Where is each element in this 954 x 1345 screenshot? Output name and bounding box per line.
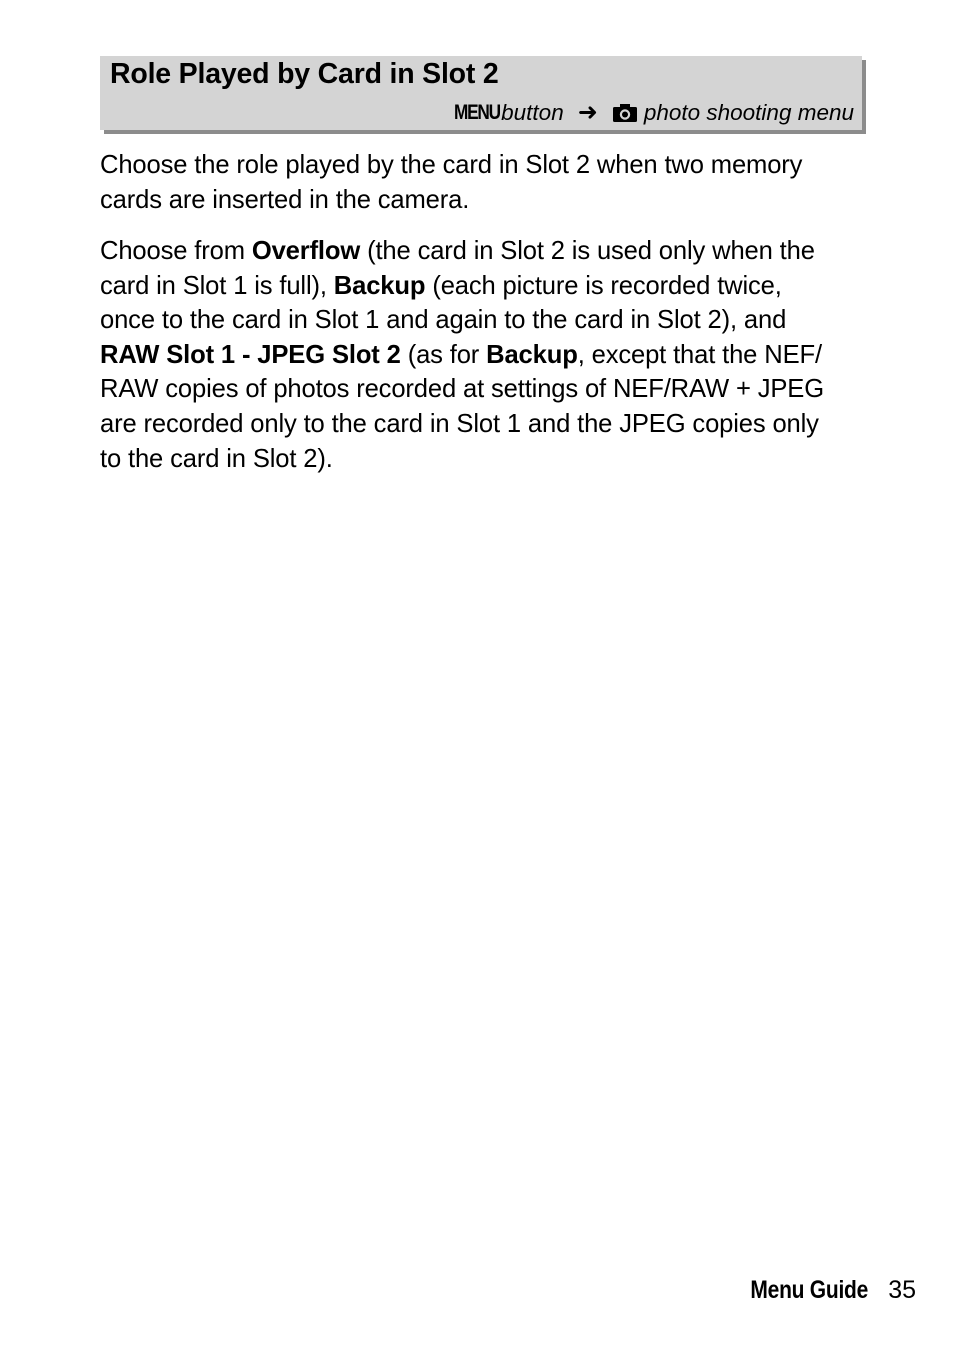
- text-run: (as for: [400, 340, 487, 369]
- text-run: (the card in Slot 2 is used only when the: [360, 237, 815, 265]
- page-number: 35: [888, 1276, 916, 1304]
- text-line: once to the card in Slot 1 and again to the card in Slot 2), and: [100, 306, 787, 335]
- section-name: Menu Guide: [750, 1276, 869, 1304]
- menu-button-icon: MENU: [454, 100, 501, 124]
- menu-name: photo shooting menu: [643, 99, 854, 125]
- option-overflow: Overflow: [251, 237, 361, 265]
- text-run: Choose from: [100, 237, 252, 265]
- option-backup: Backup: [333, 271, 426, 300]
- text-line: [100, 234, 870, 269]
- page-footer: [728, 1276, 916, 1305]
- option-raw-slot1-jpeg-slot2: RAW Slot 1 - JPEG Slot 2: [100, 340, 401, 369]
- arrow-icon: ➜: [577, 99, 598, 126]
- button-label: button: [501, 99, 564, 125]
- camera-icon: [612, 103, 638, 123]
- intro-paragraph: [100, 148, 870, 217]
- page-title: Role Played by Card in Slot 2: [110, 58, 499, 90]
- text-run: , except that the NEF/: [577, 340, 822, 369]
- menu-path: [444, 98, 854, 127]
- text-run: (each picture is recorded twice,: [425, 271, 782, 300]
- text-line: [100, 269, 870, 304]
- text-line: RAW copies of photos recorded at settings of NEF/RAW + JPEG: [100, 375, 824, 404]
- options-paragraph: [100, 234, 870, 476]
- text-line: are recorded only to the card in Slot 1 and the JPEG copies only: [100, 409, 819, 438]
- text-line: to the card in Slot 2).: [100, 444, 333, 473]
- text-run: card in Slot 1 is full),: [100, 271, 334, 300]
- text-line: cards are inserted in the camera.: [100, 185, 470, 214]
- text-line: [100, 338, 870, 373]
- section-header: [100, 56, 862, 130]
- text-line: Choose the role played by the card in Slot 2 when two memory: [100, 151, 803, 179]
- option-backup-reference: Backup: [486, 340, 578, 369]
